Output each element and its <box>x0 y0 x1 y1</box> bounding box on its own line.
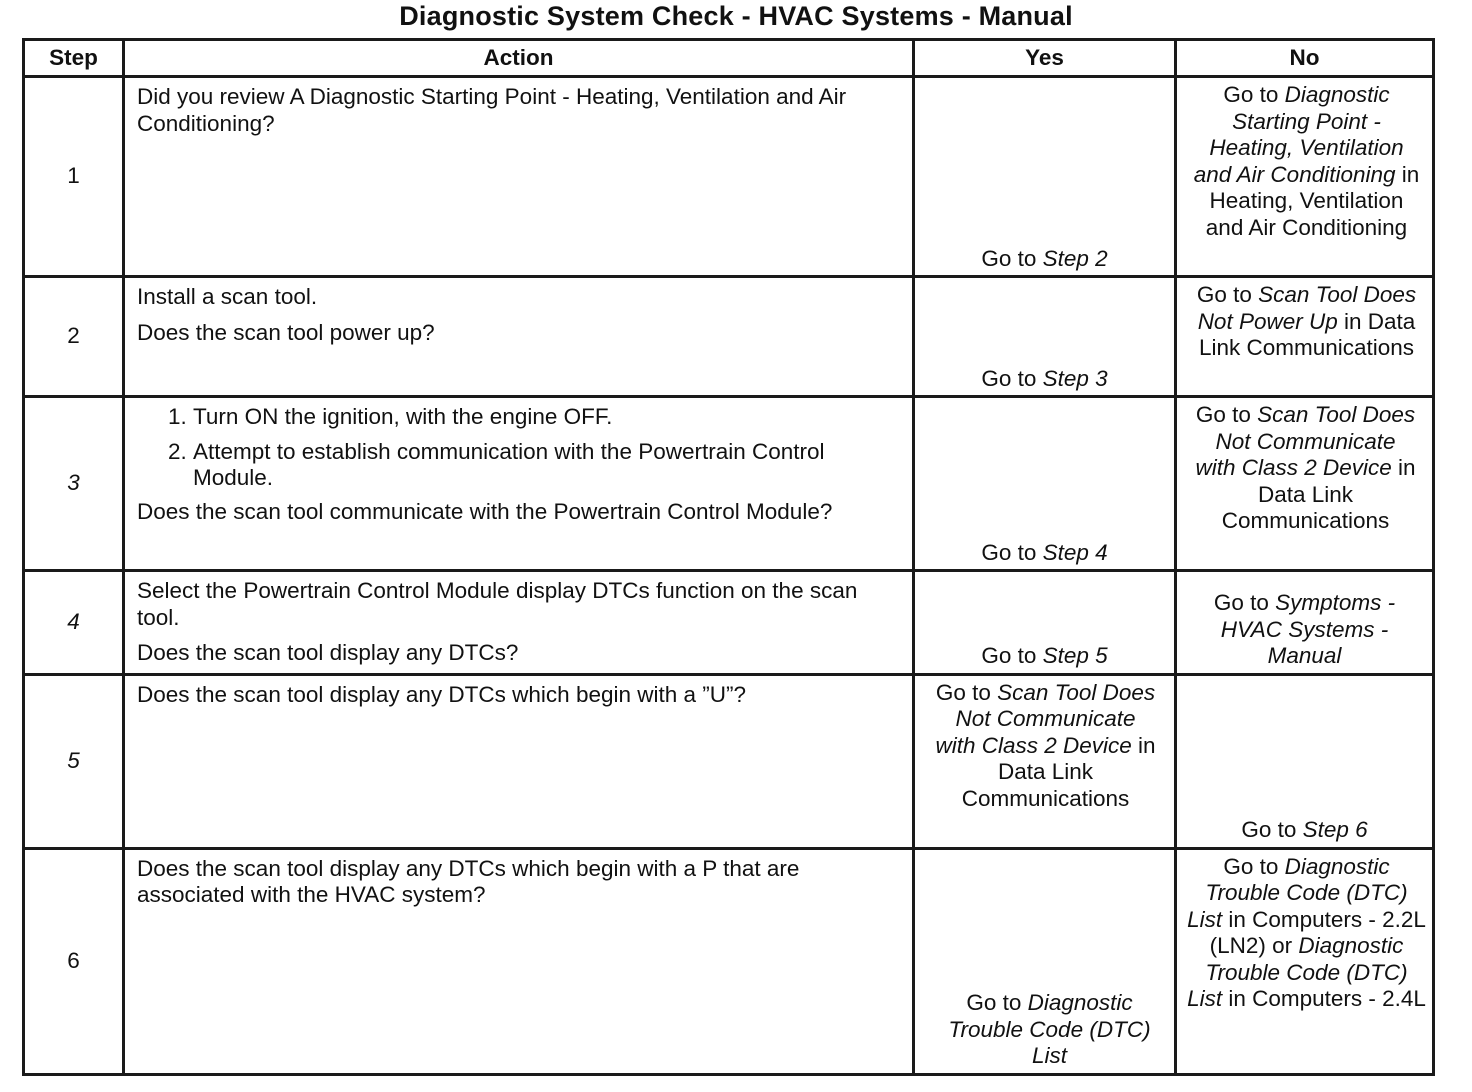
yes-link[interactable]: Step 5 <box>1042 643 1108 668</box>
no-prefix: Go to <box>1196 282 1259 307</box>
no-cell <box>1176 674 1434 848</box>
action-cell <box>124 848 914 1074</box>
action-question: Does the scan tool display any DTCs? <box>137 640 519 665</box>
yes-prefix: Go to <box>966 990 1028 1015</box>
no-cell <box>1176 277 1434 397</box>
action-text: Does the scan tool display any DTCs which begin with a ”U”? <box>137 681 747 707</box>
step-number: 5 <box>24 674 124 848</box>
no-cell <box>1176 571 1434 675</box>
action-steps-list <box>137 404 902 492</box>
no-link[interactable]: Scan Tool Does Not Power Up <box>1197 282 1417 334</box>
no-suffix: in Computers - 2.4L <box>1222 986 1426 1011</box>
no-link[interactable]: Scan Tool Does Not Communicate with Class 2 Device <box>1195 402 1416 480</box>
diagnostic-table <box>22 38 1435 1076</box>
header-step: Step <box>24 40 124 77</box>
action-text: Did you review A Diagnostic Starting Point - Heating, Ventilation and Air Conditioning? <box>137 84 847 136</box>
no-prefix: Go to <box>1223 82 1285 107</box>
no-suffix: in Data Link Communications <box>1198 308 1416 360</box>
step-number: 1 <box>24 77 124 277</box>
yes-link[interactable]: Diagnostic Trouble Code (DTC) List <box>948 990 1151 1068</box>
yes-link[interactable]: Step 2 <box>1042 245 1108 271</box>
action-cell <box>124 277 914 397</box>
yes-link[interactable]: Step 3 <box>1042 365 1108 391</box>
no-prefix: Go to <box>1195 402 1258 427</box>
yes-prefix: Go to <box>935 679 998 705</box>
yes-link[interactable]: Scan Tool Does Not Communicate with Class 2 Device <box>935 679 1156 758</box>
no-middle: in Computers - 2.2L (LN2) or <box>1209 906 1426 958</box>
no-cell <box>1176 397 1434 571</box>
step-number: 3 <box>24 397 124 571</box>
header-row <box>24 40 1434 77</box>
no-link[interactable]: Symptoms - HVAC Systems - Manual <box>1220 590 1396 668</box>
no-prefix: Go to <box>1241 817 1303 842</box>
no-link-1[interactable]: Diagnostic Trouble Code (DTC) List <box>1187 853 1408 932</box>
header-action: Action <box>124 40 914 77</box>
no-suffix: in Data Link Communications <box>1221 455 1416 533</box>
no-prefix: Go to <box>1213 590 1276 615</box>
action-text: Select the Powertrain Control Module display DTCs function on the scan tool. <box>137 578 858 630</box>
table-row <box>24 674 1434 848</box>
no-link[interactable]: Step 6 <box>1302 817 1368 842</box>
header-no: No <box>1176 40 1434 77</box>
action-cell <box>124 674 914 848</box>
yes-cell <box>914 848 1176 1074</box>
action-cell <box>124 397 914 571</box>
action-question: Does the scan tool power up? <box>137 319 435 345</box>
yes-cell <box>914 397 1176 571</box>
list-item: 2. Attempt to establish communication with the Powertrain Control Module. <box>193 439 902 492</box>
yes-prefix: Go to <box>981 539 1043 565</box>
table-row <box>24 277 1434 397</box>
no-suffix: in Heating, Ventilation and Air Conditioning <box>1205 161 1420 240</box>
no-prefix: Go to <box>1223 853 1285 879</box>
yes-cell <box>914 571 1176 675</box>
list-item: 1. Turn ON the ignition, with the engine OFF. <box>193 404 902 431</box>
yes-prefix: Go to <box>981 643 1043 668</box>
action-cell <box>124 571 914 675</box>
no-link-2[interactable]: Diagnostic Trouble Code (DTC) List <box>1187 933 1408 1011</box>
table-row <box>24 397 1434 571</box>
yes-prefix: Go to <box>981 365 1043 391</box>
no-cell <box>1176 77 1434 277</box>
yes-link[interactable]: Step 4 <box>1042 539 1108 565</box>
step-number: 4 <box>24 571 124 675</box>
yes-cell <box>914 77 1176 277</box>
step-number: 6 <box>24 848 124 1074</box>
header-yes: Yes <box>914 40 1176 77</box>
action-text: Install a scan tool. <box>137 284 318 309</box>
page-title: Diagnostic System Check - HVAC Systems - Manual <box>399 1 1073 31</box>
table-row <box>24 848 1434 1074</box>
action-cell <box>124 77 914 277</box>
no-cell <box>1176 848 1434 1074</box>
table-row <box>24 77 1434 277</box>
yes-cell <box>914 277 1176 397</box>
action-question: Does the scan tool communicate with the Powertrain Control Module? <box>137 498 833 524</box>
no-link[interactable]: Diagnostic Starting Point - Heating, Ventilation and Air Conditioning <box>1193 82 1404 187</box>
yes-prefix: Go to <box>981 245 1043 271</box>
table-row <box>24 571 1434 675</box>
yes-suffix: in Data Link Communications <box>961 732 1156 811</box>
action-text: Does the scan tool display any DTCs which begin with a P that are associated with the HVAC system? <box>137 855 800 907</box>
step-number: 2 <box>24 277 124 397</box>
yes-cell <box>914 674 1176 848</box>
